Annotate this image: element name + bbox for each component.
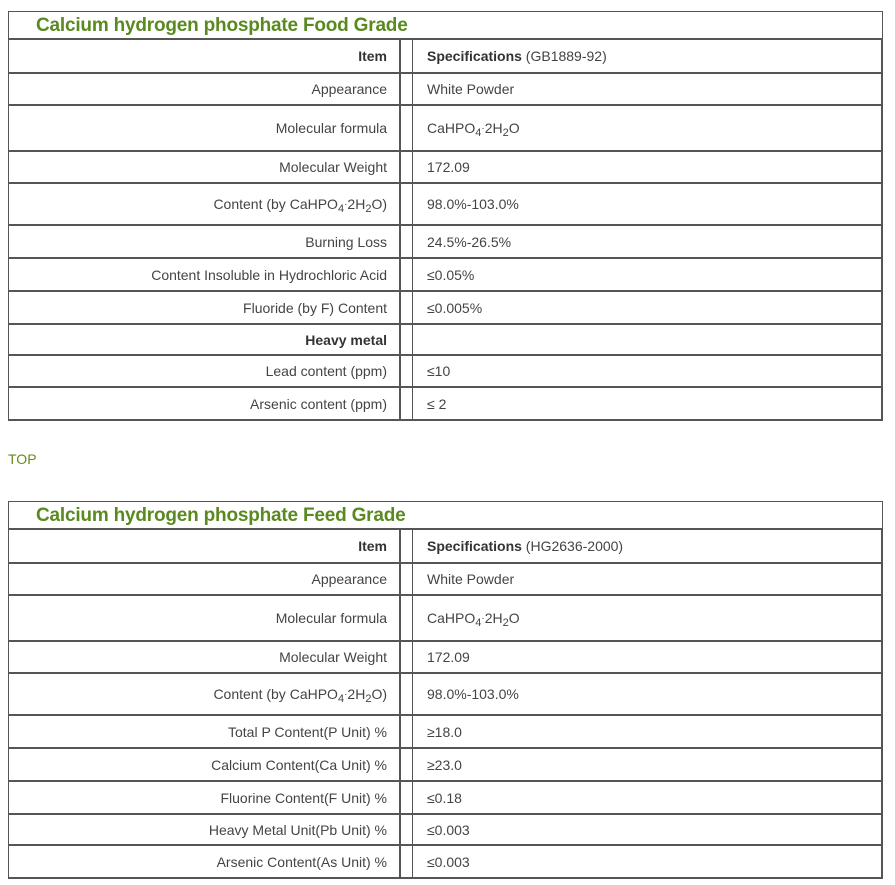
item-cell: Content Insoluble in Hydrochloric Acid (9, 259, 401, 292)
table-header-row (9, 40, 881, 74)
value-cell: 98.0%-103.0% (413, 184, 881, 226)
value-cell: 24.5%-26.5% (413, 226, 881, 259)
value-cell: ≥23.0 (413, 749, 881, 782)
table-row (9, 674, 881, 716)
table-row (9, 642, 881, 674)
feed-grade-spec-block (8, 501, 883, 879)
value-cell: 98.0%-103.0% (413, 674, 881, 716)
spec-header-label: Specifications (427, 538, 522, 554)
spec-header-label: Specifications (427, 48, 522, 64)
item-cell: Total P Content(P Unit) % (9, 716, 401, 749)
value-cell: ≤0.005% (413, 292, 881, 325)
table-header-row (9, 530, 881, 564)
top-link[interactable]: TOP (8, 451, 37, 467)
table-row (9, 226, 881, 259)
table-row (9, 716, 881, 749)
item-cell-heavy-metal: Heavy metal (9, 325, 401, 356)
table-row (9, 782, 881, 815)
item-cell: Arsenic Content(As Unit) % (9, 846, 401, 877)
item-cell: Fluorine Content(F Unit) % (9, 782, 401, 815)
item-cell: Lead content (ppm) (9, 356, 401, 388)
table-row (9, 106, 881, 152)
value-cell: ≤10 (413, 356, 881, 388)
item-cell: Molecular formula (9, 596, 401, 642)
item-cell-content: Content (by $CaHPO_4\cdot 2H_2O$) (9, 184, 401, 226)
table-row (9, 325, 881, 356)
table-row (9, 815, 881, 846)
table-row (9, 356, 881, 388)
spec-header (413, 530, 881, 564)
item-cell: Burning Loss (9, 226, 401, 259)
table-row (9, 74, 881, 106)
table-row (9, 259, 881, 292)
value-cell: ≤0.05% (413, 259, 881, 292)
table-row (9, 749, 881, 782)
spec-header-standard: (HG2636-2000) (521, 538, 624, 554)
item-cell: Heavy Metal Unit(Pb Unit) % (9, 815, 401, 846)
value-cell: ≤ 2 (427, 395, 447, 412)
item-cell: Molecular Weight (9, 152, 401, 184)
item-cell: Fluoride (by F) Content (9, 292, 401, 325)
table-row (9, 184, 881, 226)
feed-grade-table (8, 528, 883, 879)
item-cell: Molecular Weight (9, 642, 401, 674)
table-row (9, 564, 881, 596)
value-cell: 172.09 (413, 642, 881, 674)
food-grade-title: Calcium hydrogen phosphate Food Grade (8, 11, 883, 38)
table-row (9, 846, 881, 877)
value-cell-formula: $CaHPO_4\cdot 2H_2O$ (413, 596, 881, 642)
item-cell-content: Content (by $CaHPO_4\cdot 2H_2O$) (9, 674, 401, 716)
feed-grade-title: Calcium hydrogen phosphate Feed Grade (8, 501, 883, 528)
item-cell: Molecular formula (9, 106, 401, 152)
value-cell: White Powder (413, 74, 881, 106)
food-grade-spec-block (8, 11, 883, 421)
food-grade-table (8, 38, 883, 421)
item-header: Item (9, 40, 401, 74)
table-row (9, 152, 881, 184)
item-cell: Arsenic content (ppm) (9, 388, 401, 419)
table-row (9, 596, 881, 642)
value-cell: ≤0.003 (413, 815, 881, 846)
value-cell: ≤0.18 (413, 782, 881, 815)
value-cell (413, 325, 881, 356)
value-cell: 172.09 (413, 152, 881, 184)
value-cell: White Powder (413, 564, 881, 596)
value-cell-formula: $CaHPO_4\cdot 2H_2O$ (413, 106, 881, 152)
value-cell: ≤0.003 (427, 853, 470, 870)
spec-header-standard: (GB1889-92) (521, 48, 607, 64)
table-row (9, 388, 881, 419)
spec-header (413, 40, 881, 74)
item-cell: Appearance (9, 74, 401, 106)
item-cell: Appearance (9, 564, 401, 596)
table-row (9, 292, 881, 325)
value-cell: ≥18.0 (413, 716, 881, 749)
item-header: Item (9, 530, 401, 564)
item-cell: Calcium Content(Ca Unit) % (9, 749, 401, 782)
